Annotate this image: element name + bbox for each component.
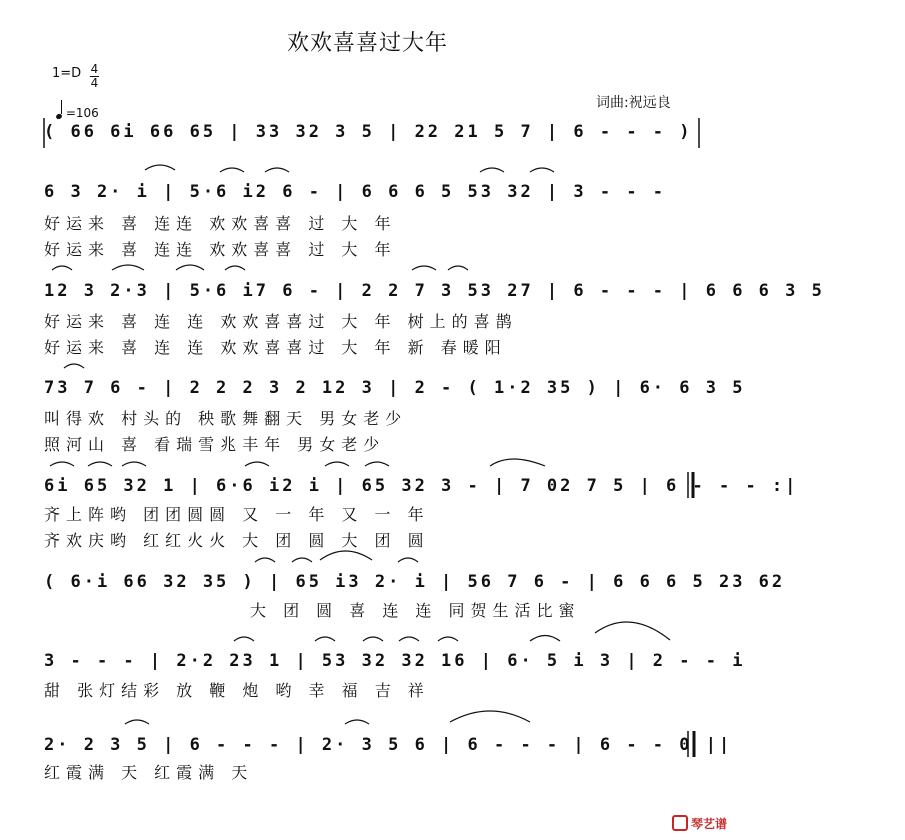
lyric-row-5b: 齐欢庆哟 红红火火 大 团 圆 大 团 圆 [44, 531, 430, 550]
notation-row-2: 6 3 2· i | 5·6 i2 6 - | 6 6 6 5 53 32 | 3 - - - [44, 182, 667, 202]
lyric-row-2b: 好运来 喜 连连 欢欢喜喜 过 大 年 [44, 240, 397, 259]
time-signature-top: 4 [90, 62, 99, 76]
notation-row-8: 2· 2 3 5 | 6 - - - | 2· 3 5 6 | 6 - - - | 6 - - 0 || [44, 735, 733, 755]
slur-mark [315, 637, 335, 641]
slur-mark [122, 462, 146, 466]
slur-mark [490, 459, 545, 466]
notation-row-1: ( 66 6i 66 65 | 33 32 3 5 | 22 21 5 7 | 6 - - - ) [44, 122, 693, 142]
slur-mark [234, 637, 254, 641]
slur-mark [64, 364, 84, 368]
slur-mark [145, 165, 175, 170]
slur-mark [363, 637, 383, 641]
notation-row-3: 12 3 2·3 | 5·6 i7 6 - | 2 2 7 3 53 27 | 6 - - - | 6 6 6 3 5 [44, 281, 825, 301]
lyric-row-4b: 照河山 喜 看瑞雪兆丰年 男女老少 [44, 435, 386, 454]
notation-row-5: 6i 65 32 1 | 6·6 i2 i | 65 32 3 - | 7 02 7 5 | 6 - - - :| [44, 476, 799, 496]
slur-mark [448, 266, 468, 270]
slur-mark [220, 168, 244, 172]
time-signature-bottom: 4 [90, 76, 99, 90]
lyric-row-5a: 齐上阵哟 团团圆圆 又 一 年 又 一 年 [44, 505, 430, 524]
slur-mark [125, 720, 149, 724]
watermark-text: 琴艺谱 [690, 817, 727, 831]
tempo-value: =106 [65, 106, 99, 120]
slur-mark [88, 462, 112, 466]
slur-mark [225, 266, 245, 270]
lyric-row-7: 甜 张灯结彩 放 鞭 炮 哟 幸 福 吉 祥 [44, 681, 430, 700]
notation-row-4: 73 7 6 - | 2 2 2 3 2 12 3 | 2 - ( 1·2 35 ) | 6· 6 3 5 [44, 378, 746, 398]
slur-mark [530, 168, 554, 172]
slur-mark [112, 265, 144, 270]
song-title: 欢欢喜喜过大年 [286, 31, 448, 56]
slur-mark [595, 622, 670, 640]
slur-mark [325, 462, 349, 466]
slur-mark [292, 558, 312, 562]
slur-mark [480, 168, 504, 172]
slur-mark [245, 462, 269, 466]
slur-mark [50, 462, 74, 466]
slur-mark [438, 637, 458, 641]
lyric-row-3b: 好运来 喜 连 连 欢欢喜喜过 大 年 新 春暖阳 [44, 338, 507, 357]
lyric-row-6: 大 团 圆 喜 连 连 同贺生活比蜜 [250, 601, 581, 620]
composer-credit: 词曲:祝远良 [596, 95, 671, 111]
slur-mark [399, 637, 419, 641]
notation-row-7: 3 - - - | 2·2 23 1 | 53 32 32 16 | 6· 5 i 3 | 2 - - i [44, 651, 746, 671]
slur-mark [320, 551, 372, 560]
lyric-row-3a: 好运来 喜 连 连 欢欢喜喜过 大 年 树上的喜鹊 [44, 312, 518, 331]
key-signature: 1=D [52, 66, 82, 81]
slur-mark [412, 266, 436, 270]
slur-mark [176, 265, 204, 270]
slur-mark [530, 636, 560, 642]
slur-mark [450, 711, 530, 722]
slur-mark [365, 462, 389, 466]
slur-mark [265, 168, 289, 172]
lyric-row-2a: 好运来 喜 连连 欢欢喜喜 过 大 年 [44, 214, 397, 233]
slur-mark [398, 558, 418, 562]
lyric-row-8: 红霞满 天 红霞满 天 [44, 763, 254, 782]
site-watermark [672, 815, 727, 832]
lyric-row-4a: 叫得欢 村头的 秧歌舞翻天 男女老少 [44, 409, 408, 428]
slur-mark [255, 558, 275, 562]
logo-icon [672, 815, 688, 831]
notation-row-6: ( 6·i 66 32 35 ) | 65 i3 2· i | 56 7 6 - | 6 6 6 5 23 62 [44, 572, 786, 592]
slur-mark [52, 266, 72, 270]
slur-mark [345, 720, 369, 724]
